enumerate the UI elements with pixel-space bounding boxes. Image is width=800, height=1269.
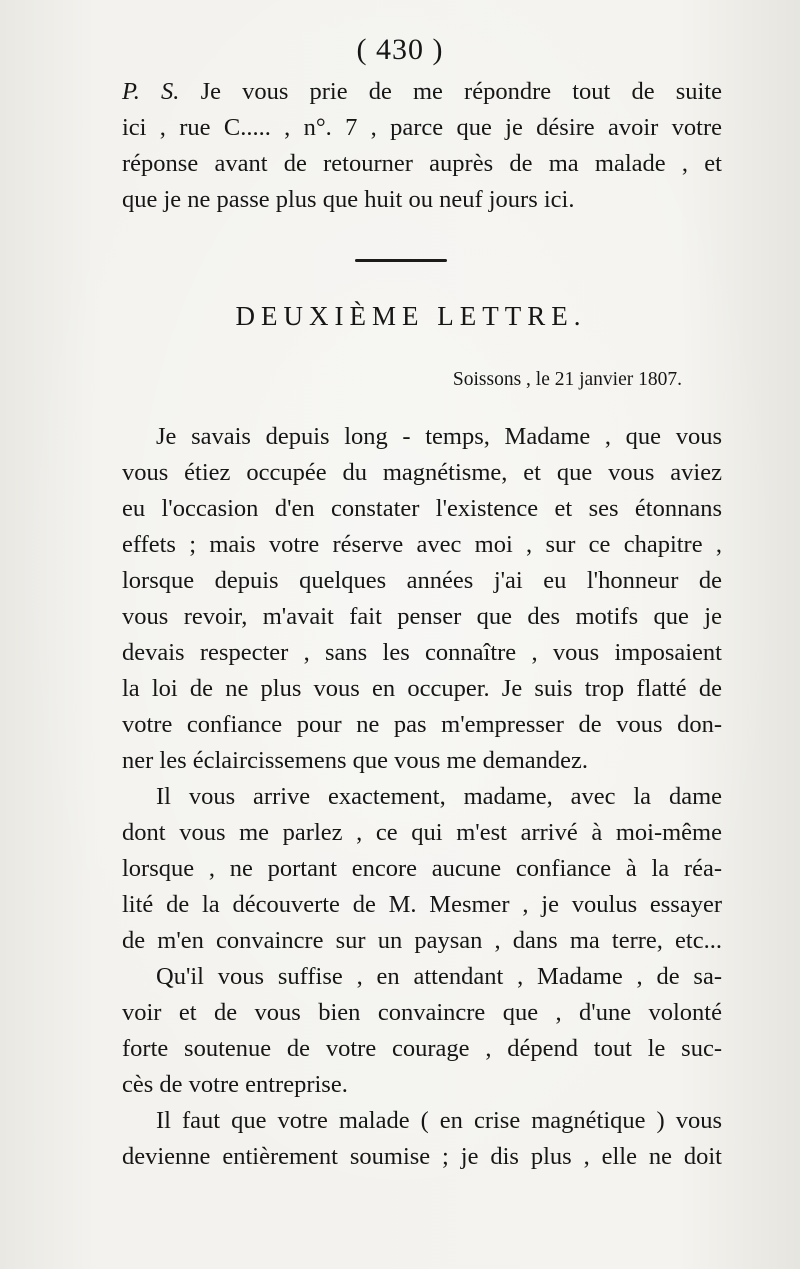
body-line: Je savais depuis long - temps, Madame , que vous [156, 423, 722, 450]
postscript-line-1 [122, 74, 722, 110]
body-line: devienne entièrement soumise ; je dis plus , elle ne doit [122, 1143, 722, 1170]
body-line: ner les éclaircissemens que vous me demandez. [122, 747, 589, 774]
postscript-line-2: ici , rue C..... , n°. 7 , parce que je désire avoir votre [122, 114, 722, 141]
postscript-line-4: que je ne passe plus que huit ou neuf jours ici. [122, 186, 575, 213]
body-line: cès de votre entreprise. [122, 1071, 348, 1098]
letter-body [122, 419, 722, 1175]
body-line: lité de la découverte de M. Mesmer , je voulus essayer [122, 891, 722, 918]
body-line: effets ; mais votre réserve avec moi , sur ce chapitre , [122, 531, 722, 558]
letter-heading: DEUXIÈME LETTRE. [235, 301, 587, 331]
postscript-line-3: réponse avant de retourner auprès de ma malade , et [122, 150, 722, 177]
body-line: Qu'il vous suffise , en attendant , Madame , de sa- [156, 963, 722, 990]
body-line: Il vous arrive exactement, madame, avec la dame [156, 783, 722, 810]
letter-dateline: Soissons , le 21 janvier 1807. [452, 369, 682, 390]
body-line: lorsque depuis quelques années j'ai eu l'honneur de [122, 567, 722, 594]
body-line: Il faut que votre malade ( en crise magnétique ) vous [156, 1107, 722, 1134]
body-line: lorsque , ne portant encore aucune confiance à la réa- [122, 855, 722, 882]
body-line: de m'en convaincre sur un paysan , dans ma terre, etc... [122, 927, 722, 954]
body-line: la loi de ne plus vous en occuper. Je suis trop flatté de [122, 675, 722, 702]
body-line: vous revoir, m'avait fait penser que des motifs que je [122, 603, 722, 630]
body-line: forte soutenue de votre courage , dépend tout le suc- [122, 1035, 722, 1062]
body-line: vous étiez occupée du magnétisme, et que vous aviez [122, 459, 722, 486]
section-divider [355, 259, 447, 262]
postscript-lead: P. S. [122, 78, 180, 105]
body-line: votre confiance pour ne pas m'empresser de vous don- [122, 711, 722, 738]
body-line: devais respecter , sans les connaître , vous imposaient [122, 639, 722, 666]
postscript-line-1-text: Je vous prie de me répondre tout de suite [179, 78, 722, 105]
body-line: eu l'occasion d'en constater l'existence et ses étonnans [122, 495, 722, 522]
page-number: ( 430 ) [356, 33, 444, 66]
postscript [122, 74, 722, 218]
body-line: voir et de vous bien convaincre que , d'une volonté [122, 999, 722, 1026]
body-line: dont vous me parlez , ce qui m'est arrivé à moi-même [122, 819, 722, 846]
